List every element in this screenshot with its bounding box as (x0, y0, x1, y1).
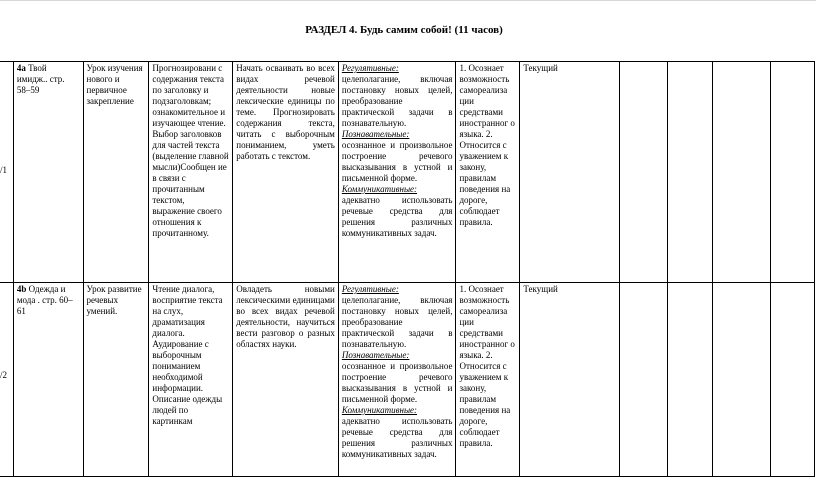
lesson-number: 4b (16, 284, 27, 294)
communicative-label: Коммуникативные: (341, 184, 418, 194)
empty-cell (771, 283, 815, 477)
lesson-type-cell: Урок изучения нового и первичное закрепление (83, 62, 149, 283)
topic-cell (13, 62, 83, 283)
empty-cell (771, 62, 815, 283)
uud-cell (338, 283, 456, 477)
cognitive-text: осознанное и произвольное построение речевого высказывания в устной и письменной форме. (341, 140, 453, 183)
row-number: /1 (0, 165, 8, 175)
results-cell: Начать осваивать во всех видах речевой деятельности новые лексические единицы по теме. Прогнозировать содержания текста, читать с выборочным пониманием, уметь работать с текстом. (233, 62, 339, 283)
empty-cell (668, 283, 713, 477)
lesson-topic: Твой имидж.. стр. 58–59 (16, 63, 65, 95)
control-cell: Текущий (520, 62, 619, 283)
row-number-cell (0, 283, 13, 477)
cognitive-label: Познавательные: (341, 350, 410, 360)
personal-results-cell: 1. Осознает возможность самореализа ции средствами иностранног о языка. 2. Относится с уважением к закону, правилам поведения на дороге, соблюдает правила. (456, 62, 520, 283)
empty-cell (712, 62, 770, 283)
empty-cell (712, 283, 770, 477)
activities-cell: Прогнозировани с содержания текста по заголовку и подзаголовкам; ознакомительное и изучающее чтение. Выбор заголовков для частей текста (выделение главной мысли)Сообщен ие в связи с прочитанным текстом, выражение своего отношения к прочитанному. (149, 62, 233, 283)
empty-cell (619, 62, 668, 283)
regulative-label: Регулятивные: (341, 284, 399, 294)
regulative-text: целеполагание, включая постановку новых целей, преобразование практической задачи в познавательную. (341, 295, 453, 349)
empty-cell (619, 283, 668, 477)
row-number-cell (0, 62, 13, 283)
cognitive-text: осознанное и произвольное построение речевого высказывания в устной и письменной форме. (341, 361, 453, 404)
row-number: /2 (0, 370, 8, 380)
lesson-topic: Одежда и мода . стр. 60–61 (16, 284, 73, 316)
personal-results-cell: 1. Осознает возможность самореализа ции средствами иностранног о языка. 2. Относится с уважением к закону, правилам поведения на дороге, соблюдает правила. (456, 283, 520, 477)
regulative-label: Регулятивные: (341, 63, 399, 73)
control-cell: Текущий (520, 283, 619, 477)
activities-cell: Чтение диалога, восприятие текста на слух, драматизация диалога. Аудирование с выборочным пониманием необходимой информации. Описание одежды людей по картинкам (149, 283, 233, 477)
lesson-type-cell: Урок развитие речевых умений. (83, 283, 149, 477)
uud-cell (338, 62, 456, 283)
lesson-number: 4a (16, 63, 26, 73)
communicative-text: адекватно использовать речевые средства для решения различных коммуникативных задач. (341, 195, 453, 238)
lesson-plan-table (0, 61, 815, 477)
communicative-text: адекватно использовать речевые средства для решения различных коммуникативных задач. (341, 416, 453, 459)
empty-cell (668, 62, 713, 283)
results-cell: Овладеть новыми лексическими единицами во всех видах речевой деятельности, научиться вести разговор о разных областях науки. (233, 283, 339, 477)
table-row (0, 62, 815, 283)
topic-cell (13, 283, 83, 477)
cognitive-label: Познавательные: (341, 129, 410, 139)
table-row (0, 283, 815, 477)
section-title: РАЗДЕЛ 4. Будь самим собой! (11 часов) (305, 24, 503, 36)
regulative-text: целеполагание, включая постановку новых целей, преобразование практической задачи в познавательную. (341, 74, 453, 128)
communicative-label: Коммуникативные: (341, 405, 418, 415)
